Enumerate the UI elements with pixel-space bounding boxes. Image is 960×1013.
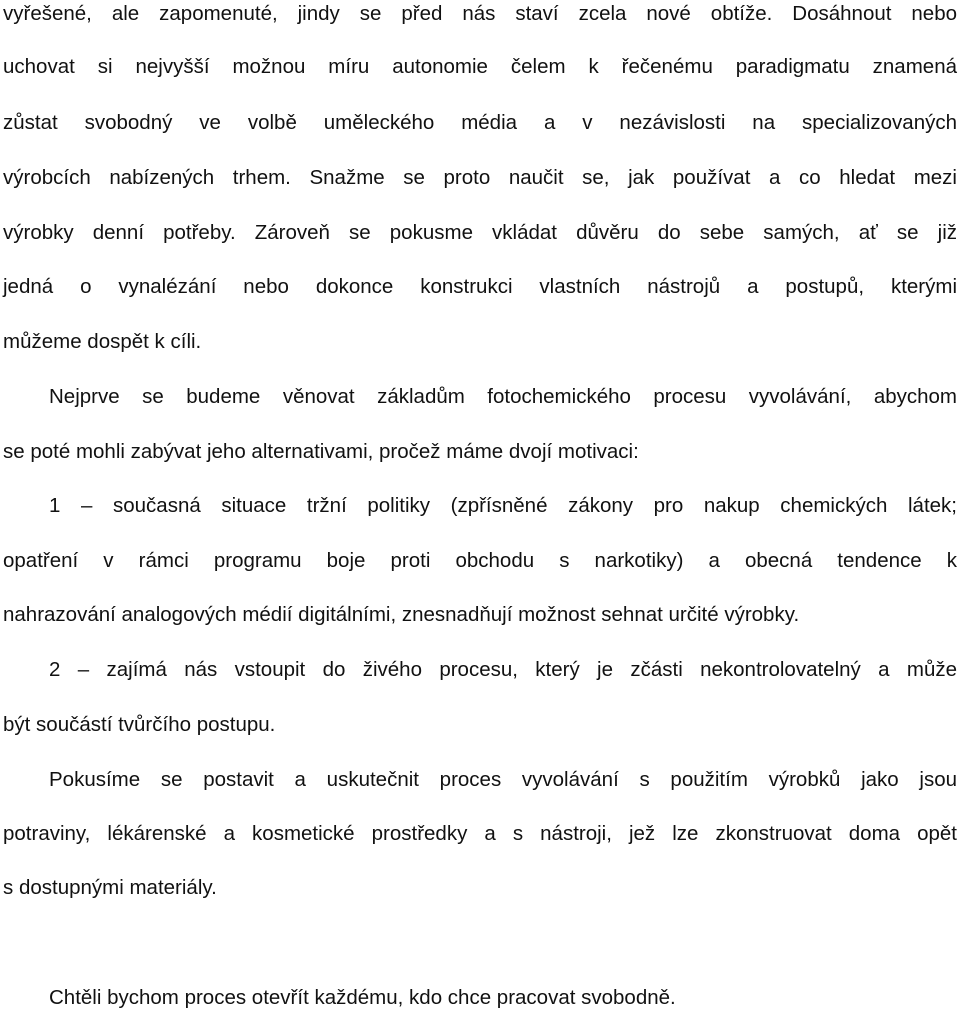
text-line: jedná o vynalézání nebo dokonce konstrukci vlastních nástrojů a postupů, kterými: [3, 275, 957, 298]
text-line: Chtěli bychom proces otevřít každému, kdo chce pracovat svobodně.: [49, 986, 676, 1009]
list-item-1-line: 1 – současná situace tržní politiky (zpřísněné zákony pro nakup chemických látek;: [49, 494, 957, 517]
text-line: vyřešené, ale zapomenuté, jindy se před nás staví zcela nové obtíže. Dosáhnout nebo: [3, 2, 957, 25]
text-line: potraviny, lékárenské a kosmetické prostředky a s nástroji, jež lze zkonstruovat doma opět: [3, 822, 957, 845]
text-line: uchovat si nejvyšší možnou míru autonomie čelem k řečenému paradigmatu znamená: [3, 55, 957, 78]
text-line: nahrazování analogových médií digitálními, znesnadňují možnost sehnat určité výrobky.: [3, 603, 800, 626]
text-line: Pokusíme se postavit a uskutečnit proces vyvolávání s použitím výrobků jako jsou: [49, 768, 957, 791]
text-line: opatření v rámci programu boje proti obchodu s narkotiky) a obecná tendence k: [3, 549, 957, 572]
text-line: Nejprve se budeme věnovat základům fotochemického procesu vyvolávání, abychom: [49, 385, 957, 408]
text-line: s dostupnými materiály.: [3, 876, 217, 899]
text-line: být součástí tvůrčího postupu.: [3, 713, 276, 736]
text-line: zůstat svobodný ve volbě uměleckého média a v nezávislosti na specializovaných: [3, 111, 957, 134]
text-line: se poté mohli zabývat jeho alternativami, pročež máme dvojí motivaci:: [3, 440, 639, 463]
list-item-2-line: 2 – zajímá nás vstoupit do živého procesu, který je zčásti nekontrolovatelný a může: [49, 658, 957, 681]
text-line: můžeme dospět k cíli.: [3, 330, 202, 353]
text-line: výrobky denní potřeby. Zároveň se pokusme vkládat důvěru do sebe samých, ať se již: [3, 221, 957, 244]
text-line: výrobcích nabízených trhem. Snažme se proto naučit se, jak používat a co hledat mezi: [3, 166, 957, 189]
